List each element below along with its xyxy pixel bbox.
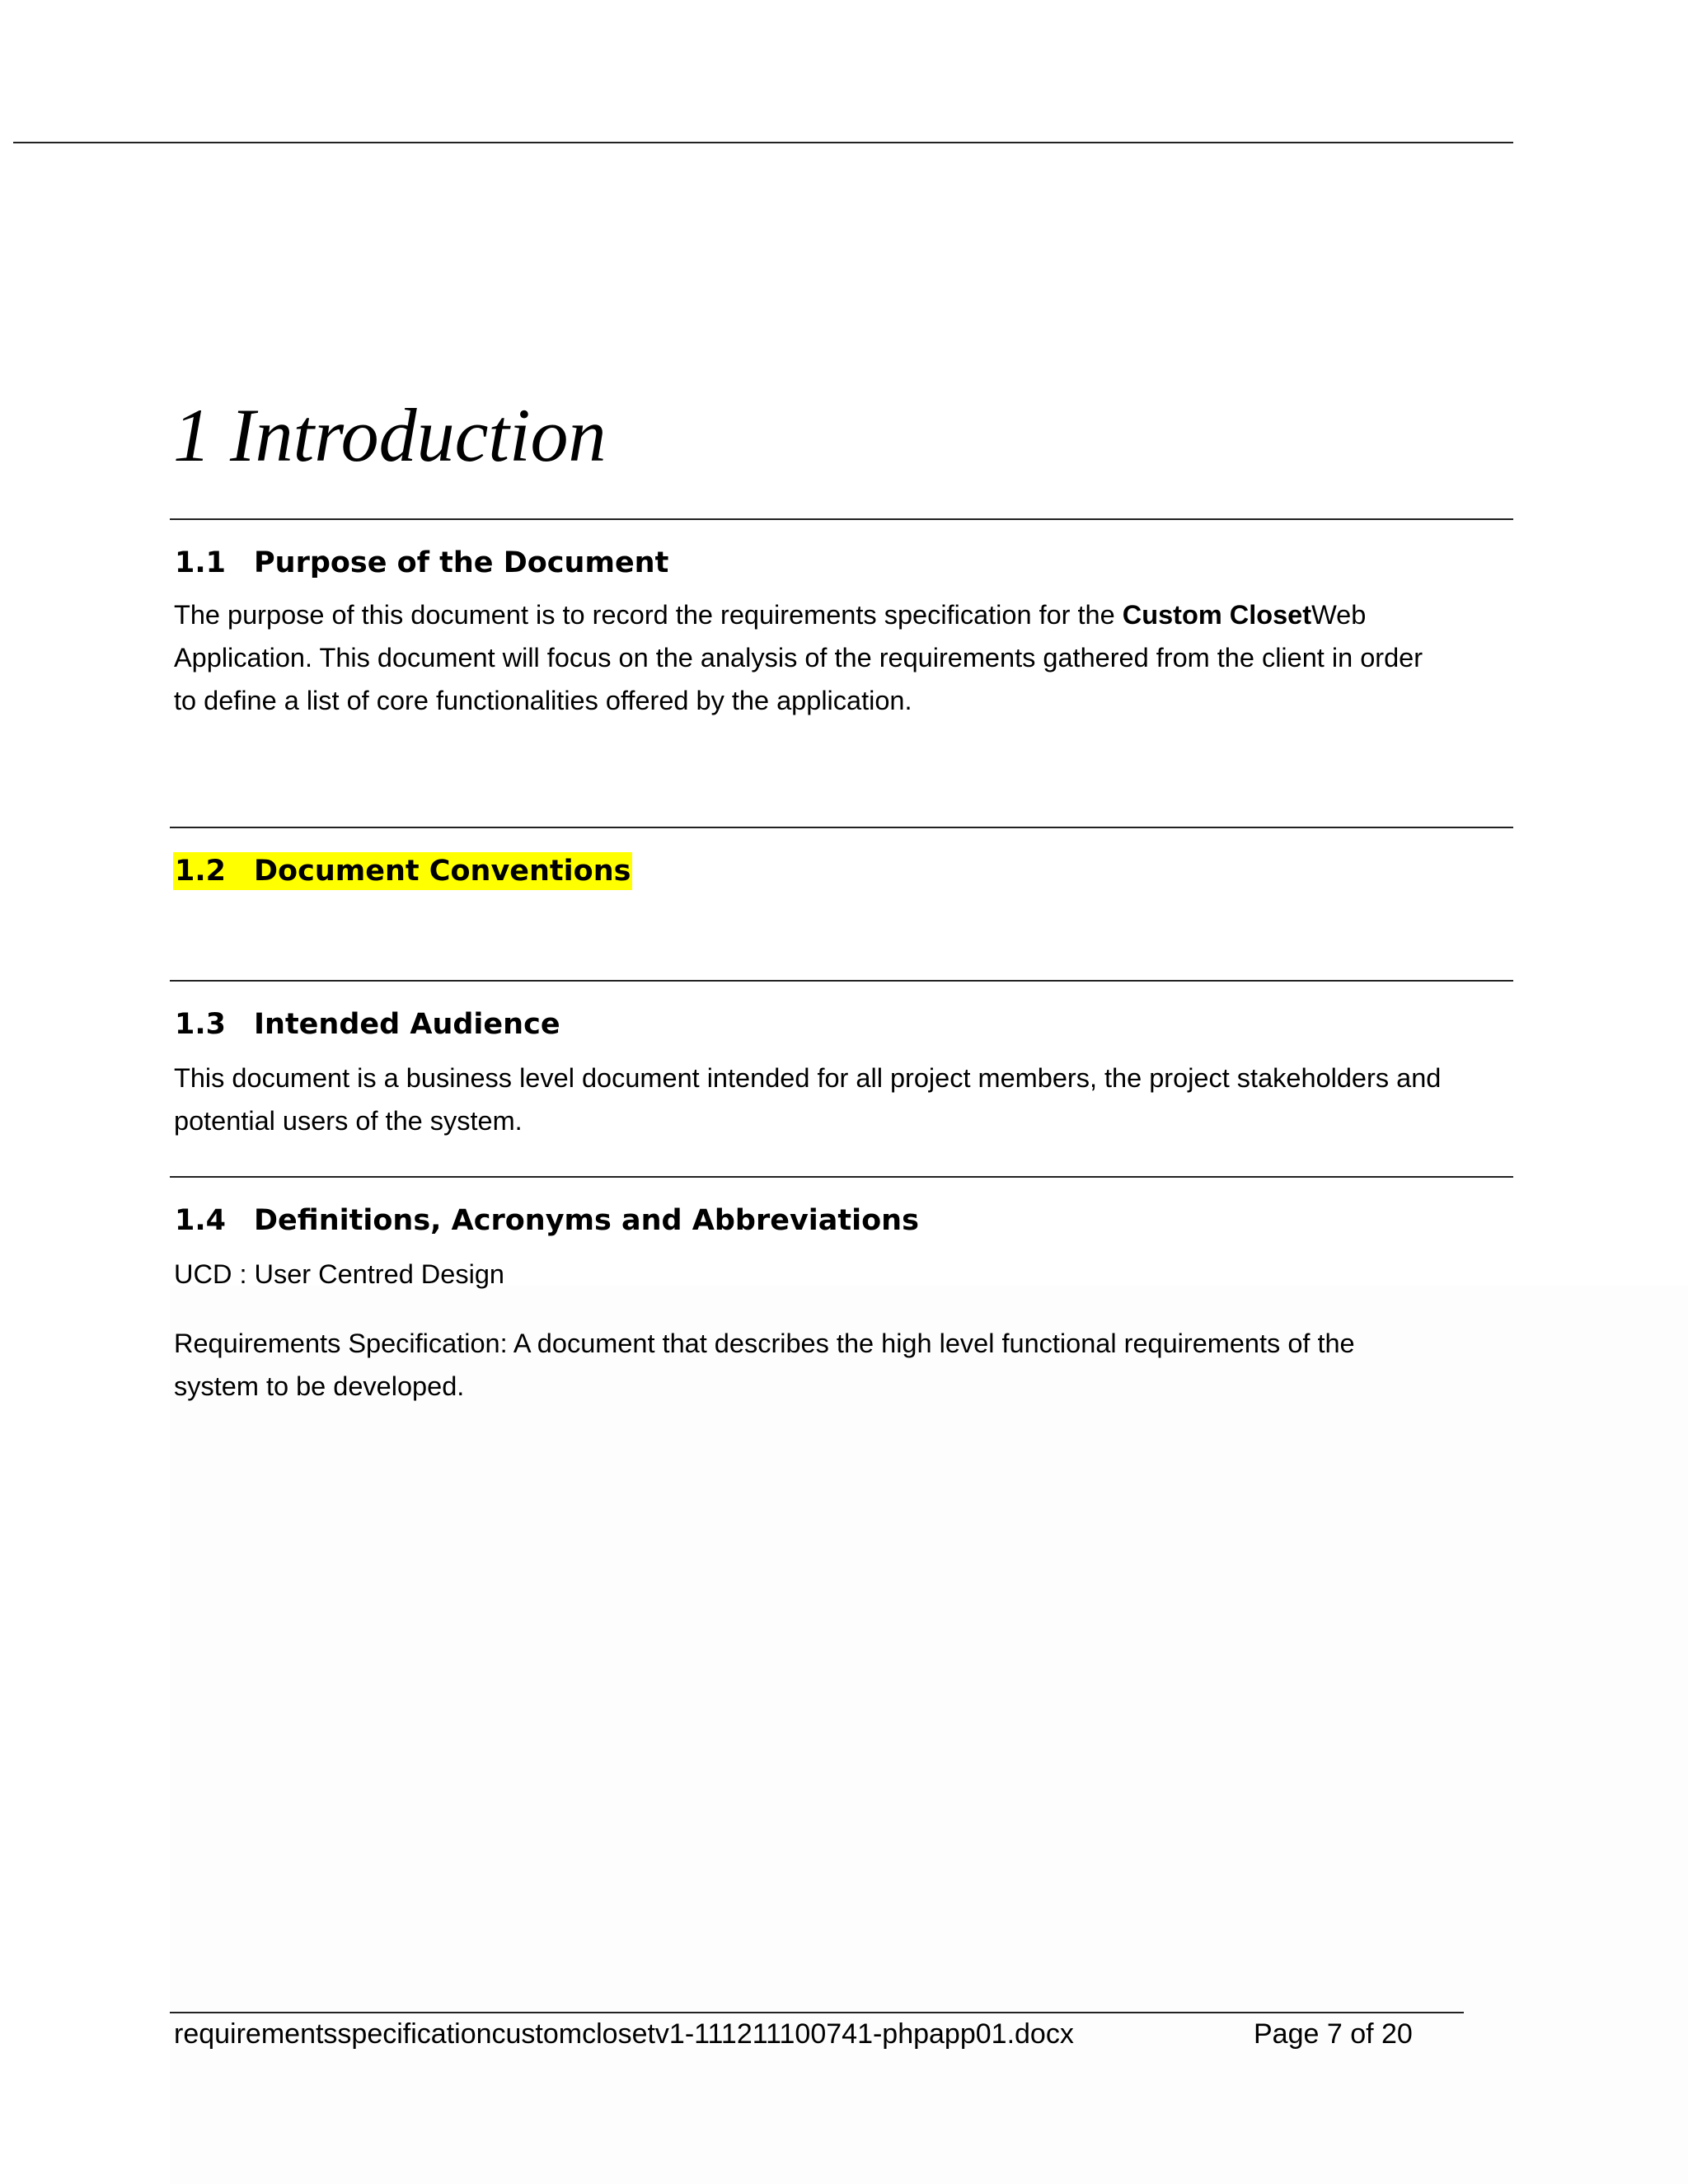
- paragraph-line: [174, 593, 1526, 636]
- section-title: Document Conventions: [254, 855, 631, 888]
- paragraph-line: to define a list of core functionalities offered by the application.: [174, 686, 912, 715]
- section-number: 1.1: [175, 546, 227, 579]
- purpose-paragraph: [174, 593, 1526, 722]
- paragraph-line: Application. This document will focus on the analysis of the requirements gathered from the client in order: [174, 643, 1423, 673]
- section-number: 1.4: [175, 1204, 227, 1237]
- text-run: Web: [1311, 600, 1367, 630]
- section-title: Definitions, Acronyms and Abbreviations: [254, 1204, 919, 1237]
- footer-page-number: Page 7 of 20: [1254, 2018, 1413, 2050]
- text-run: The purpose of this document is to record the requirements specification for the: [174, 600, 1123, 630]
- paragraph-line: system to be developed.: [174, 1371, 465, 1401]
- section-heading-purpose: [175, 544, 668, 582]
- product-name: Custom Closet: [1122, 600, 1312, 630]
- header-rule: [13, 142, 1513, 143]
- definition-requirements-spec: [174, 1322, 1526, 1408]
- section-heading-definitions: [175, 1202, 919, 1240]
- section-title: Intended Audience: [254, 1008, 560, 1041]
- section-heading-audience: [175, 1005, 560, 1043]
- section-rule-1-2: [170, 827, 1513, 828]
- paragraph-line: Requirements Specification: A document that describes the high level functional requirements of the: [174, 1329, 1355, 1358]
- section-rule-1-1: [170, 518, 1513, 520]
- section-rule-1-3: [170, 980, 1513, 982]
- chapter-title: 1 Introduction: [173, 393, 607, 477]
- definition-ucd: UCD : User Centred Design: [174, 1259, 504, 1289]
- paragraph-line: This document is a business level document intended for all project members, the project stakeholders and: [174, 1063, 1442, 1093]
- section-number: 1.2: [175, 855, 227, 888]
- footer-filename: requirementsspecificationcustomclosetv1-111211100741-phpapp01.docx: [174, 2018, 1074, 2050]
- section-title: Purpose of the Document: [254, 546, 669, 579]
- section-rule-1-4: [170, 1176, 1513, 1178]
- section-heading-conventions: [173, 852, 632, 890]
- audience-paragraph: [174, 1057, 1526, 1142]
- paragraph-line: potential users of the system.: [174, 1106, 523, 1136]
- section-number: 1.3: [175, 1008, 227, 1041]
